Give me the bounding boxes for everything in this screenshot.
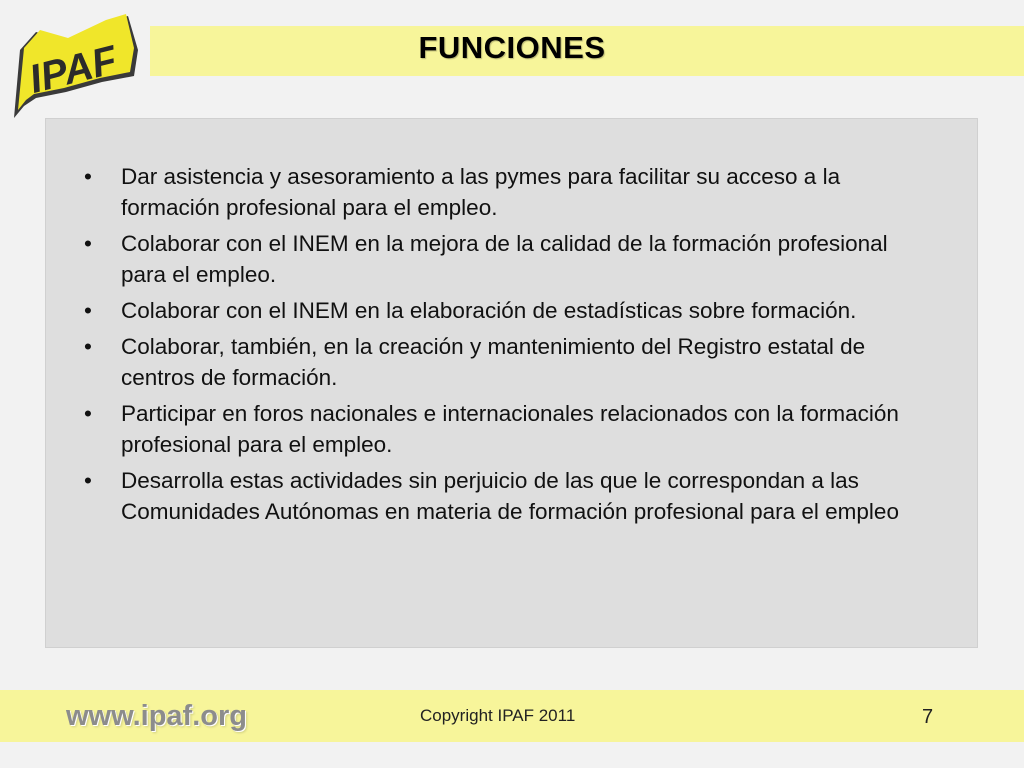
bullet-dot-icon: • [84,298,92,323]
bullet-text: Colaborar con el INEM en la mejora de la calidad de la formación profesional para el empleo. [121,231,888,287]
bullet-item [84,331,914,393]
bullet-text: Colaborar con el INEM en la elaboración de estadísticas sobre formación. [121,298,857,323]
footer-copyright: Copyright IPAF 2011 [420,706,576,725]
footer-url[interactable]: www.ipaf.org [66,700,247,732]
bullet-item [84,161,914,223]
page-number: 7 [922,706,934,728]
logo-text: IPAF [25,37,122,102]
content-box [45,118,978,648]
bullet-dot-icon: • [84,401,92,426]
bullet-item [84,295,914,326]
bullet-item [84,228,914,290]
bullet-text: Colaborar, también, en la creación y mantenimiento del Registro estatal de centros de formación. [121,334,866,390]
bullet-dot-icon: • [84,334,92,359]
bullet-list [84,161,914,532]
bullet-item [84,465,914,527]
slide-title: FUNCIONES [418,30,606,65]
bullet-item [84,398,914,460]
bullet-text: Dar asistencia y asesoramiento a las pymes para facilitar su acceso a la formación profesional para el empleo. [121,164,841,220]
bullet-dot-icon: • [84,164,92,189]
bullet-text: Participar en foros nacionales e internacionales relacionados con la formación profesional para el empleo. [121,401,899,457]
bullet-dot-icon: • [84,231,92,256]
bullet-dot-icon: • [84,468,92,493]
bullet-text: Desarrolla estas actividades sin perjuicio de las que le correspondan a las Comunidades Autónomas en materia de formación profesional para el empleo [121,468,899,524]
